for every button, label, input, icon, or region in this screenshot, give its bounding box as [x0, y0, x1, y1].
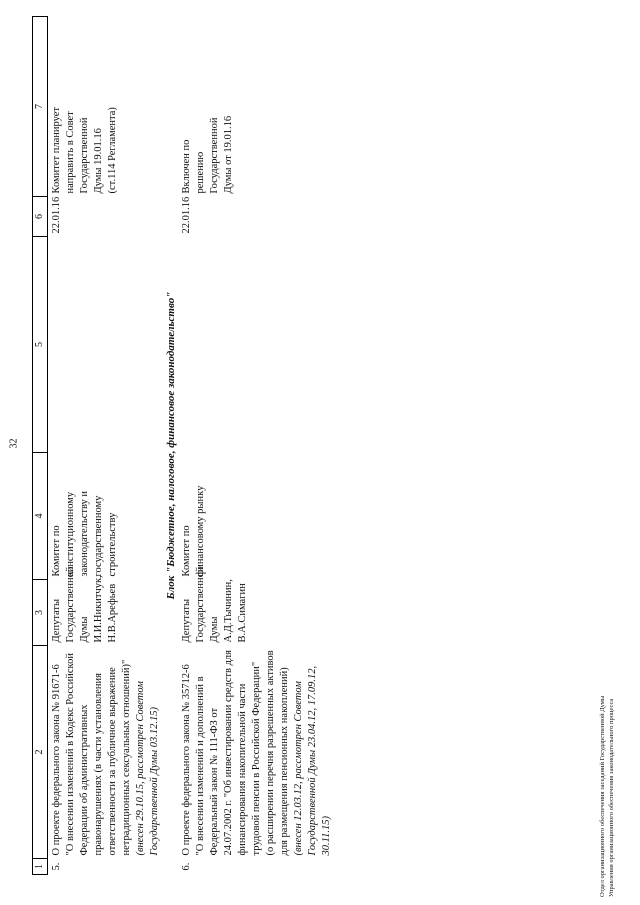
- bill-text-line: финансирования накопительной части: [237, 683, 248, 856]
- bill-text-line: Федерации об административных: [79, 704, 90, 856]
- author-line: Думы: [209, 616, 220, 643]
- author-line: Государственной: [65, 566, 76, 643]
- bill-note-line: Государственной Думы 03.12.15): [149, 707, 160, 856]
- block-heading-row: [162, 17, 178, 875]
- committee-line: законодательству и: [79, 490, 90, 577]
- status-line: Думы 19.01.16: [93, 128, 104, 194]
- bill-text-line: "О внесении изменений в Кодекс Российской: [65, 653, 76, 856]
- status-line: (ст.114 Регламента): [107, 107, 118, 194]
- bill-title: О проекте федерального закона № 35712-6: [181, 664, 192, 856]
- committee-line: финансовому рынку: [195, 485, 206, 577]
- bill-text-line: Федеральный закон № 111-ФЗ от: [209, 707, 220, 856]
- date-cell: 22.01.16: [181, 196, 192, 234]
- header-cell: 1: [33, 859, 48, 875]
- author-line: Депутаты: [51, 598, 62, 643]
- row-number: 5.: [51, 862, 62, 871]
- status-line: решению: [195, 151, 206, 194]
- header-cell: 3: [33, 580, 48, 646]
- footer-line: Управления организационного обеспечения законодательного процесса: [608, 698, 615, 897]
- author-line: Думы: [79, 616, 90, 643]
- column-5-cell: [48, 237, 163, 453]
- responsible-committee: [48, 453, 163, 580]
- table-row: [48, 17, 163, 875]
- status-line: Комитет планирует: [51, 107, 62, 194]
- author-line: Н.В.Арефьев: [107, 583, 118, 643]
- bill-note-line: Государственной Думы 23.04.12, 17.09.12,: [307, 665, 318, 856]
- bill-note-line: (внесен 12.03.12, рассмотрен Советом: [293, 681, 304, 856]
- responsible-committee: [178, 453, 334, 580]
- header-cell: 2: [33, 646, 48, 859]
- status-cell: [178, 17, 334, 197]
- header-cell: 4: [33, 453, 48, 580]
- status-line: Государственной: [79, 117, 90, 194]
- column-5-cell: [178, 237, 334, 453]
- author-line: И.И.Никитчук,: [93, 575, 104, 643]
- committee-line: Комитет по: [51, 525, 62, 577]
- bill-description: [48, 646, 163, 859]
- row-number: 6.: [181, 862, 192, 871]
- bill-note-line: 30.11.15): [321, 816, 332, 856]
- header-cell: 7: [33, 17, 48, 197]
- committee-line: Комитет по: [181, 525, 192, 577]
- author-line: А.Д.Тычинин,: [223, 579, 234, 643]
- committee-line: конституционному: [65, 491, 76, 577]
- committee-line: государственному: [93, 495, 104, 577]
- bill-text-line: (о расширении перечня разрешенных активов: [265, 650, 276, 856]
- bill-description: [178, 646, 334, 859]
- author-line: В.А.Симагин: [237, 583, 248, 643]
- bill-authors: [178, 566, 334, 646]
- bill-text-line: 24.07.2002 г. "Об инвестировании средств для: [223, 650, 234, 856]
- bill-text-line: ответственности за публичное выражение: [107, 667, 118, 856]
- status-cell: [48, 17, 163, 197]
- status-line: Государственной: [209, 117, 220, 194]
- bill-title: О проекте федерального закона № 91671-6: [51, 664, 62, 856]
- header-cell: 6: [33, 197, 48, 237]
- footer-line: Отдел организационного обеспечения заседаний Государственной Думы: [599, 695, 606, 897]
- status-line: Думы от 19.01.16: [223, 115, 234, 194]
- table-row: [178, 17, 334, 875]
- author-line: Депутаты: [181, 598, 192, 643]
- bill-authors: [48, 566, 163, 646]
- bill-text-line: правонарушениях (в части установления: [93, 673, 104, 856]
- footer: [598, 696, 616, 897]
- date-cell: 22.01.16: [51, 196, 62, 234]
- bill-text-line: для размещения пенсионных накоплений): [279, 667, 290, 856]
- block-heading: Блок "Бюджетное, налоговое, финансовое законодательство": [165, 291, 177, 600]
- bill-text-line: трудовой пенсии в Российской Федерации": [251, 661, 262, 856]
- status-line: направить в Совет: [65, 111, 76, 194]
- page-number: 32: [8, 438, 20, 449]
- status-line: Включен по: [181, 139, 192, 194]
- header-row: [33, 17, 48, 875]
- bill-text-line: "О внесении изменений и дополнений в: [195, 676, 206, 856]
- header-cell: 5: [33, 237, 48, 453]
- bills-table: [32, 16, 334, 875]
- bill-text-line: нетрадиционных сексуальных отношений)": [121, 659, 132, 856]
- committee-line: строительству: [107, 512, 118, 577]
- bill-note-line: (внесен 29.10.15, рассмотрен Советом: [135, 681, 146, 856]
- author-line: Государственной: [195, 566, 206, 643]
